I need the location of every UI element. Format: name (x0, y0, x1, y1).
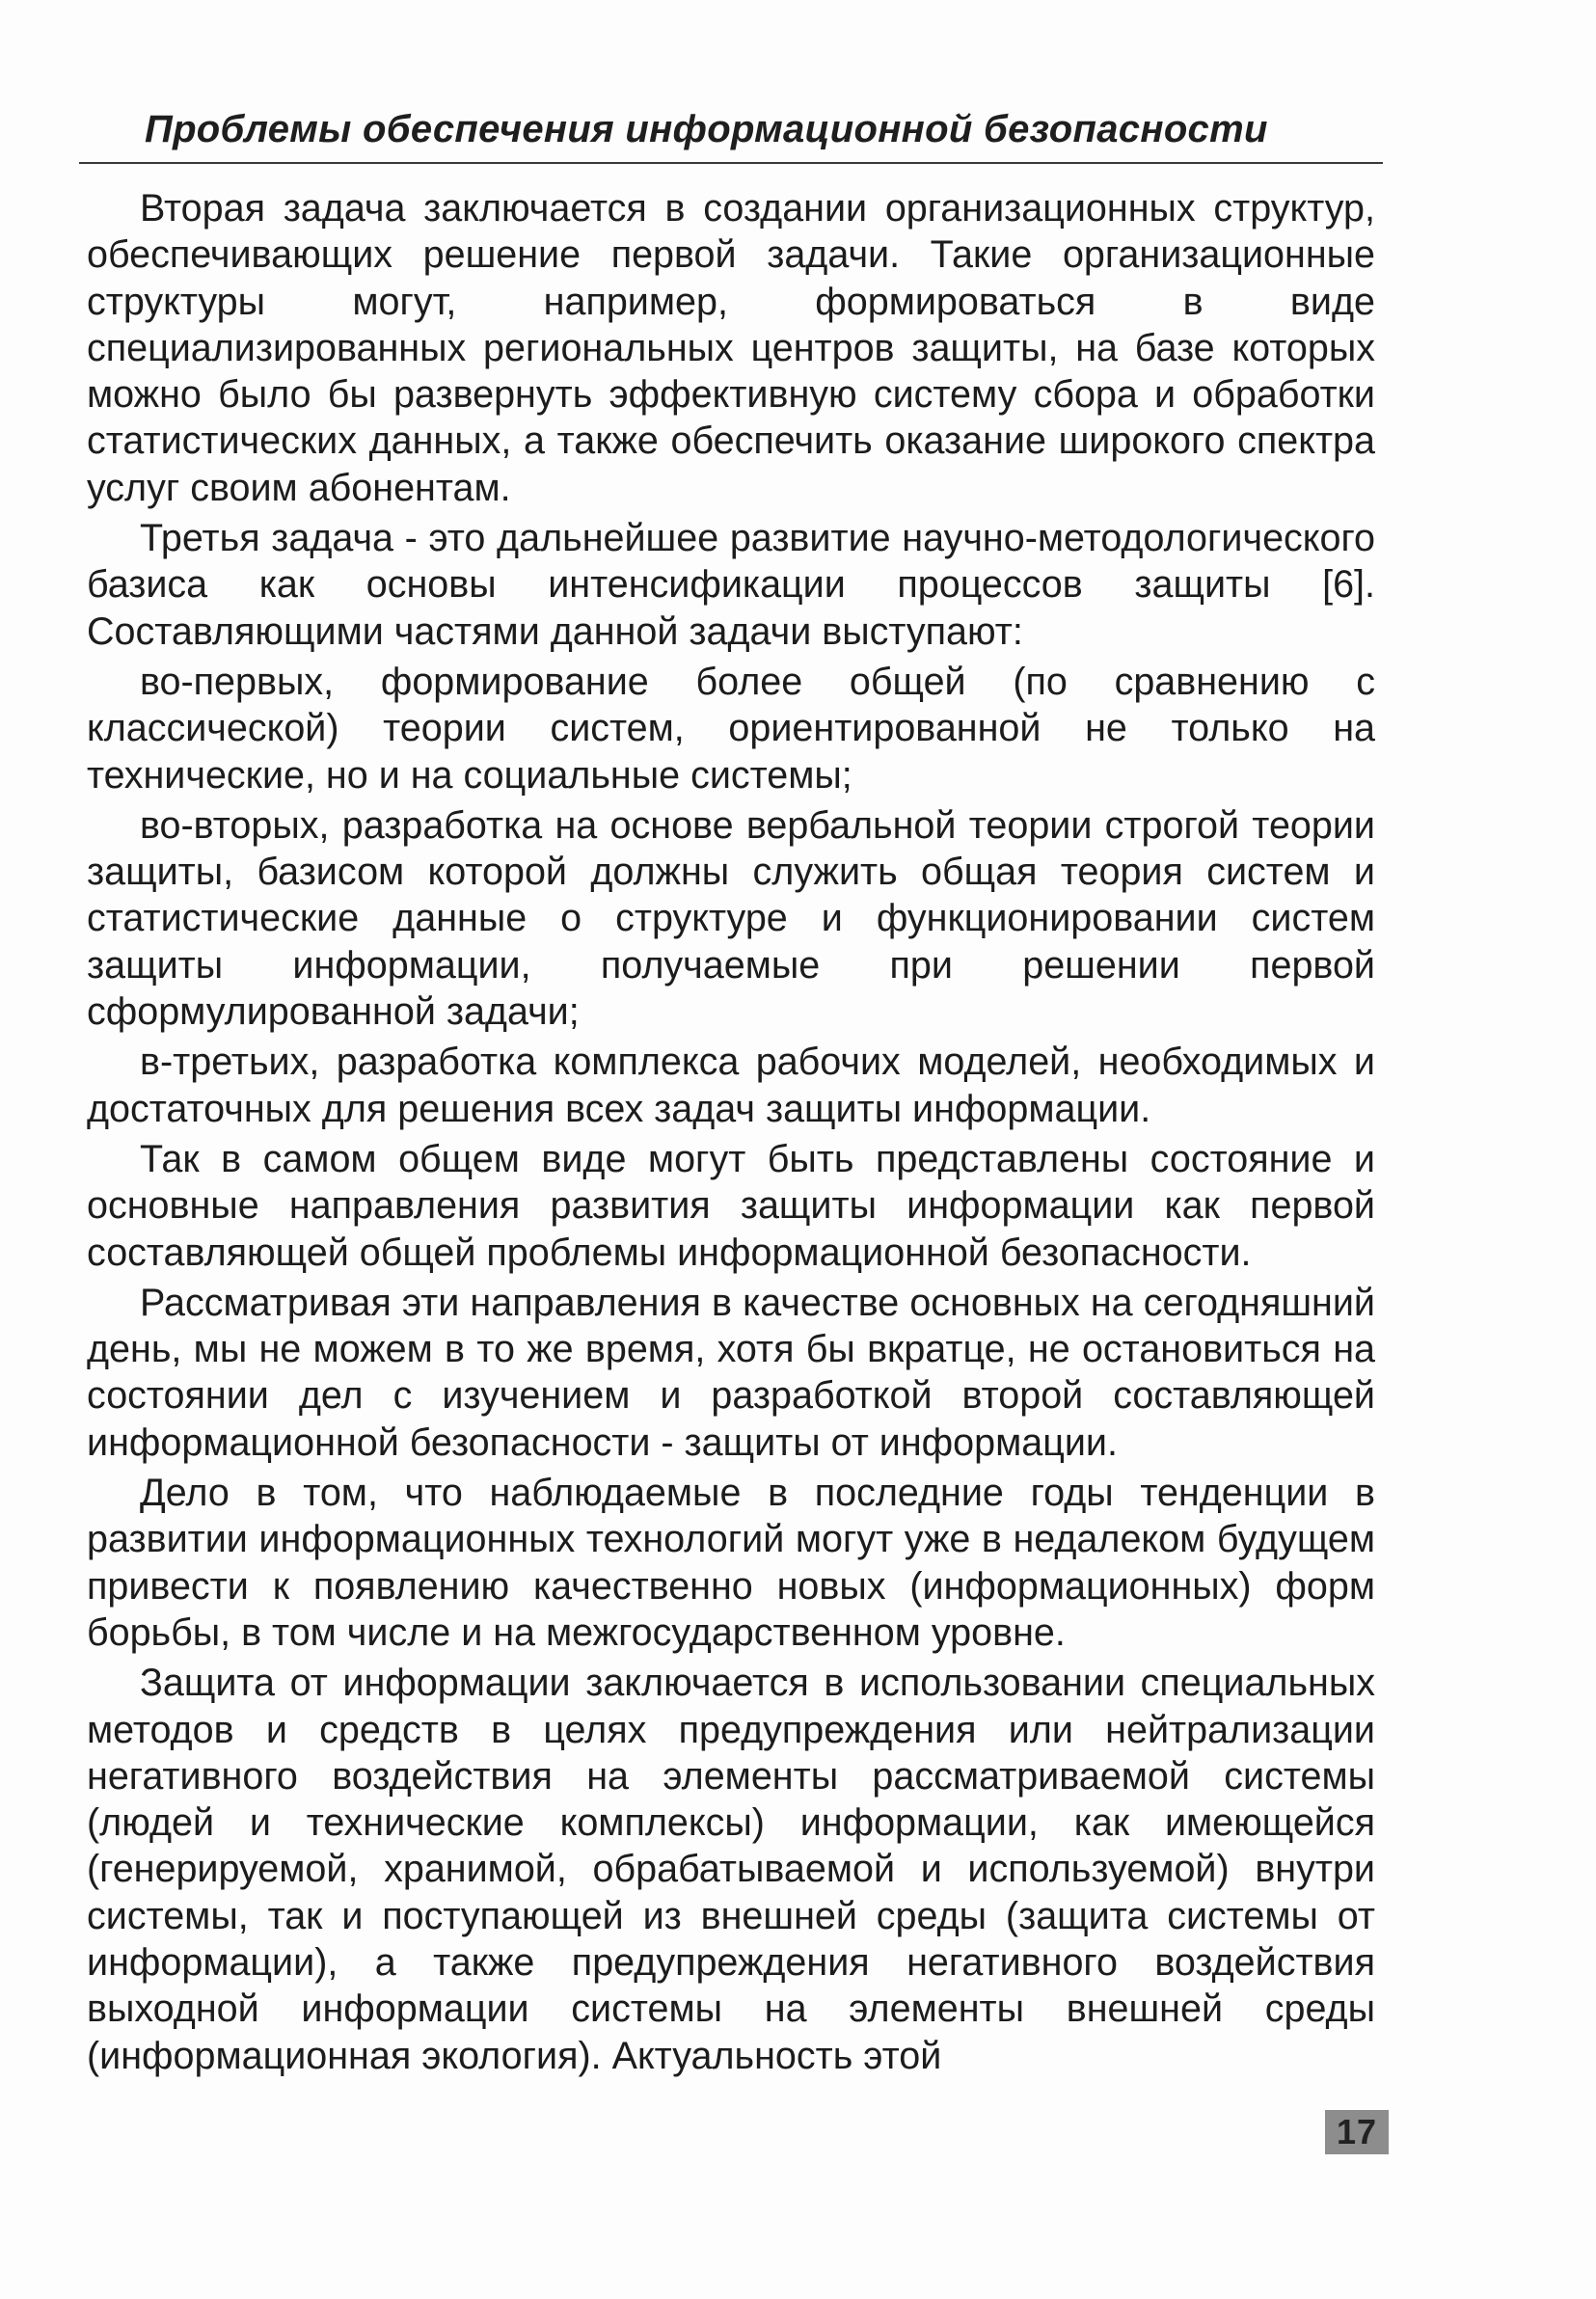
paragraph: Так в самом общем виде могут быть представлены состояние и основные направления развития защиты информации как первой составляющей общей проблемы информационной безопасности. (87, 1137, 1375, 1274)
page-number: 17 (1325, 2110, 1389, 2154)
paragraph: во-первых, формирование более общей (по сравнению с классической) теории систем, ориентированной не только на технические, но и на социальные системы; (87, 660, 1375, 797)
running-header-title: Проблемы обеспечения информационной безопасности (145, 108, 1268, 150)
paragraph: Вторая задача заключается в создании организационных структур, обеспечивающих решение первой задачи. Такие организационные структуры могут, например, формироваться в виде специализированных региональных центров защиты, на базе которых можно было бы развернуть эффективную систему сбора и обработки статистических данных, а также обеспечить оказание широкого спектра услуг своим абонентам. (87, 187, 1375, 509)
paragraph: во-вторых, разработка на основе вербальной теории строгой теории защиты, базисом которой должны служить общая теория систем и статистические данные о структуре и функционировании систем защиты информации, получаемые при решении первой сформулированной задачи; (87, 803, 1375, 1034)
paragraph: Третья задача - это дальнейшее развитие научно-методологического базиса как основы интенсификации процессов защиты [6]. Составляющими частями данной задачи выступают: (87, 517, 1375, 653)
body-text (87, 185, 1375, 2083)
paragraph: Рассматривая эти направления в качестве основных на сегодняшний день, мы не можем в то же время, хотя бы вкратце, не остановиться на состоянии дел с изучением и разработкой второй составляющей информационной безопасности - защиты от информации. (87, 1281, 1375, 1464)
paragraph: Дело в том, что наблюдаемые в последние годы тенденции в развитии информационных технологий могут уже в недалеком будущем привести к появлению качественно новых (информационных) форм борьбы, в том числе и на межгосударственном уровне. (87, 1472, 1375, 1654)
header-divider (79, 162, 1383, 164)
paragraph: Защита от информации заключается в использовании специальных методов и средств в целях предупреждения или нейтрализации негативного воздействия на элементы рассматриваемой системы (людей и технические комплексы) информации, как имеющейся (генерируемой, хранимой, обрабатываемой и используемой) внутри системы, так и поступающей из внешней среды (защита системы от информации), а также предупреждения негативного воздействия выходной информации системы на элементы внешней среды (информационная экология). Актуальность этой (87, 1662, 1375, 2077)
paragraph: в-третьих, разработка комплекса рабочих моделей, необходимых и достаточных для решения всех задач защиты информации. (87, 1041, 1375, 1130)
